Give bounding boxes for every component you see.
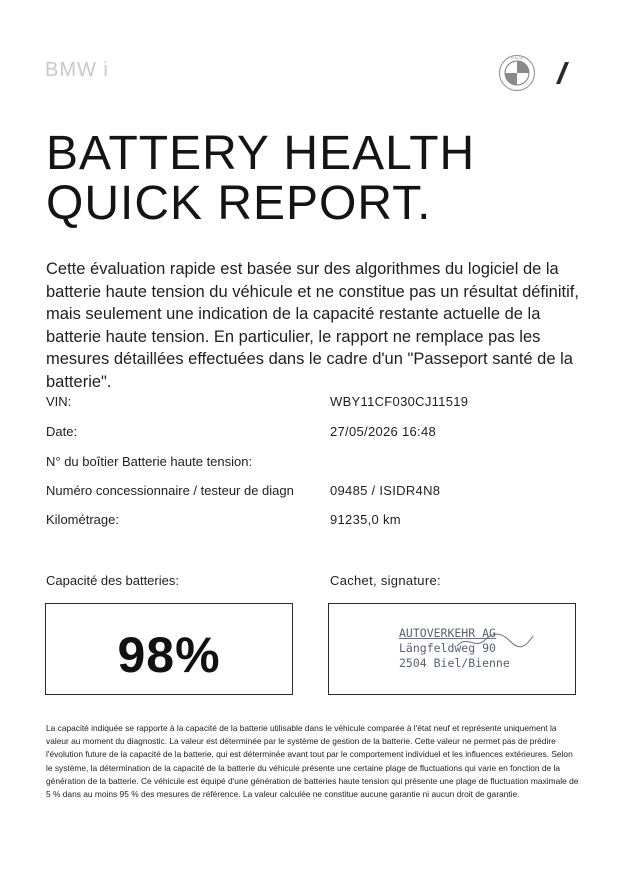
disclaimer-footnote: La capacité indiquée se rapporte à la capacité de la batterie utilisable dans le véhicule comparée à l'état neuf et représente uniquement la valeur au moment du diagnostic. La valeur est déterminée par le système de gestion de la batterie. Cette valeur ne permet pas de prédire l'évolution future de la capacité de la batterie, qui est déterminée avant tout par le comportement individuel et les influences extérieures. Selon le système, la détermination de la capacité de la batterie du véhicule présente une certaine plage de fluctuations qui varie en fonction de la génération de la batterie. Ce véhicule est équipé d'une génération de batteries haute tension qui présente une plage de fluctuation maximale de 5 % dans au moins 95 % des mesures de référence. La valeur calculée ne constitue aucune garantie ni aucun droit de garantie. xyxy=(46,723,579,800)
title-line-1: BATTERY HEALTH xyxy=(46,127,476,180)
stamp-line-1: AUTOVERKEHR AG xyxy=(399,626,496,640)
battery-box-number-label: N° du boîtier Batterie haute tension: xyxy=(46,454,253,469)
bmw-roundel-icon xyxy=(498,54,536,92)
brand-name: BMW i xyxy=(45,59,109,81)
svg-text:B M W: B M W xyxy=(511,56,523,61)
date-value: 27/05/2026 16:48 xyxy=(330,424,437,439)
mileage-value: 91235,0 km xyxy=(330,512,401,527)
date-label: Date: xyxy=(46,424,78,439)
capacity-value: 98% xyxy=(117,627,221,683)
dealer-tester-value: 09485 / ISIDR4N8 xyxy=(330,483,441,498)
signature-mark xyxy=(455,630,535,652)
stamp-box xyxy=(328,603,576,695)
stamp-label: Cachet, signature: xyxy=(330,573,441,588)
stamp-line-3: 2504 Biel/Bienne xyxy=(399,656,510,670)
report-title xyxy=(46,129,586,229)
stamp-line-2: Längfeldweg 90 xyxy=(399,641,496,655)
mileage-label: Kilométrage: xyxy=(46,512,119,527)
capacity-label: Capacité des batteries: xyxy=(46,573,179,588)
capacity-box xyxy=(45,603,293,695)
vin-value: WBY11CF030CJ11519 xyxy=(330,394,469,409)
intro-paragraph: Cette évaluation rapide est basée sur des algorithmes du logiciel de la batterie haute tension du véhicule et ne constitue pas un résultat définitif, mais seulement une indication de la capacité restante actuelle de la batterie haute tension. En particulier, le rapport ne remplace pas les mesures détaillées effectuées dans le cadre d'un "Passeport santé de la batterie". xyxy=(46,260,579,391)
title-line-2: QUICK REPORT. xyxy=(46,177,432,230)
vin-label: VIN: xyxy=(46,394,72,409)
bmw-i-slash-icon xyxy=(553,58,571,88)
dealer-tester-label: Numéro concessionnaire / testeur de diagn xyxy=(46,483,294,498)
